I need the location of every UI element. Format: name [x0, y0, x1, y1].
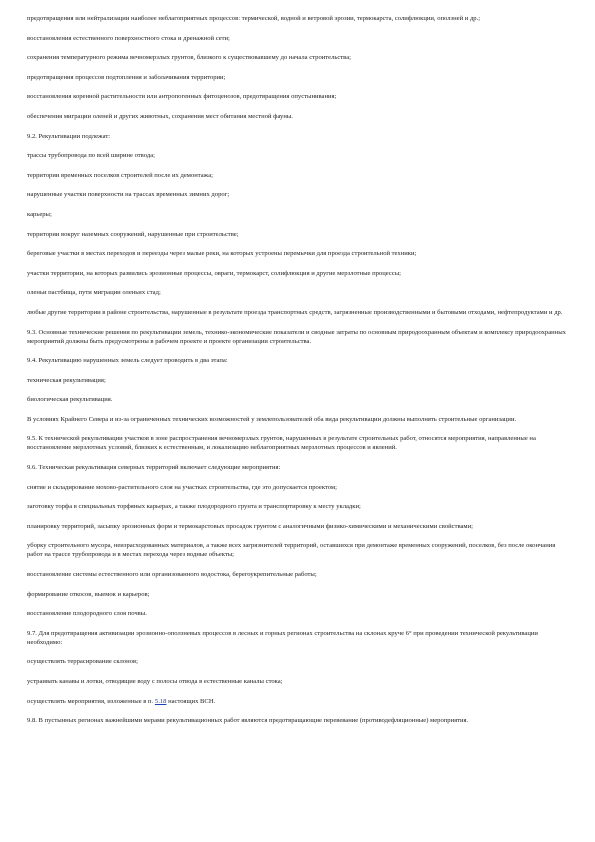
- paragraph: [27, 483, 572, 492]
- paragraph-text: береговые участки в местах переходов и переезды через малые реки, на которых устроены перемычки для проезда строительной техники;: [27, 250, 417, 258]
- paragraph: [27, 415, 572, 424]
- paragraph-text: заготовку торфа в специальных торфяных карьерах, а также плодородного грунта и транспортировку к месту укладки;: [27, 503, 361, 511]
- paragraph-text: обеспечения миграции оленей и других животных, сохранения мест обитания местной фауны.: [27, 112, 293, 120]
- paragraph-text: 9.7. Для предотвращения активизации эрозионно-оползневых процессов в лесных и горных регионах строительства на склонах круче 6° при проведении технической рекультивации необходимо:: [27, 629, 538, 646]
- paragraph: [27, 53, 572, 62]
- paragraph-text: 9.8. В пустынных регионах важнейшими мерами рекультивационных работ являются предотвращающие перевевание (противодефляционные) мероприятия.: [27, 717, 469, 725]
- paragraph: [27, 328, 572, 346]
- document-body: [27, 14, 572, 736]
- paragraph: [27, 14, 572, 23]
- paragraph: [27, 502, 572, 511]
- paragraph: [27, 308, 572, 317]
- paragraph-text: территории вокруг наземных сооружений, нарушенные при строительстве;: [27, 230, 239, 238]
- paragraph-text: предотвращения или нейтрализации наиболее неблагоприятных процессов: термической, водной и ветровой эрозии, термокарста, солифлюкции, оползней и др.;: [27, 15, 481, 22]
- paragraph: [27, 190, 572, 199]
- paragraph-text: снятие и складирование мохово-растительного слоя на участках строительства, где это допускается проектом;: [27, 483, 337, 491]
- paragraph-text: техническая рекультивация;: [27, 376, 106, 384]
- paragraph-text: восстановление системы естественного или организованного водостока, берегоукрепительные работы;: [27, 571, 317, 579]
- paragraph: [27, 132, 572, 141]
- paragraph: [27, 395, 572, 404]
- paragraph: [27, 677, 572, 686]
- paragraph: [27, 92, 572, 101]
- paragraph: [27, 376, 572, 385]
- paragraph-text: формирование откосов, выемок и карьеров;: [27, 590, 150, 598]
- paragraph-text: 9.5. К технической рекультивации участков в зоне распространения вечномерзлых грунтов, нарушенных в результате строительных работ, относятся мероприятия, направленные на восстановление мерзлотных условий, близких к естественным, и локализацию неблагоприятных мерзлотных процессов и явлений.: [27, 435, 536, 452]
- paragraph-text: осуществлять террасирование склонов;: [27, 658, 138, 666]
- paragraph: [27, 269, 572, 278]
- paragraph-text: биологическая рекультивация.: [27, 396, 113, 404]
- paragraph: [27, 73, 572, 82]
- paragraph: [27, 288, 572, 297]
- paragraph-text: 9.4. Рекультивацию нарушенных земель следует проводить в два этапа:: [27, 357, 228, 365]
- paragraph-text: 9.2. Рекультивации подлежат:: [27, 132, 111, 140]
- paragraph: [27, 151, 572, 160]
- paragraph-text: предотвращения процессов подтопления и заболачивания территории;: [27, 73, 226, 81]
- paragraph-text: осуществлять мероприятия, изложенные в п.: [27, 697, 155, 705]
- paragraph-text: восстановления коренной растительности или антропогенных фитоценозов, предотвращения опустынивания;: [27, 93, 337, 101]
- paragraph-text-after-link: настоящих ВСН.: [166, 697, 216, 705]
- paragraph: [27, 716, 572, 725]
- paragraph-text: уборку строительного мусора, неизрасходованных материалов, а также всех загрязнителей территорий, оставшихся при демонтаже временных сооружений, поселков, без после окончания работ на трассе трубопровода и в местах перехода через водные объекты;: [27, 542, 556, 559]
- paragraph-text: 9.3. Основные технические решения по рекультивации земель, технико-экономические показатели и сводные затраты по основным природоохранным объектам и комплексу природоохранных мероприятий должны быть предусмотрены в рабочем проекте и проекте организации строительства.: [27, 328, 566, 345]
- paragraph-text: В условиях Крайнего Севера и из-за ограниченных технических возможностей у землепользователей оба вида рекультивации должны выполнять строительные организации.: [27, 415, 517, 423]
- paragraph: [27, 249, 572, 258]
- paragraph: [27, 356, 572, 365]
- paragraph-text: устраивать канавы и лотки, отводящие воду с полосы отвода в естественные каналы стока;: [27, 678, 283, 685]
- paragraph-text: участки территории, на которых развились эрозионные процессы, овраги, термокарст, солифлюкция и другие мерзлотные процессы;: [27, 269, 401, 277]
- paragraph-text: планировку территорий, засыпку эрозионных форм и термокарстовых просадок грунтом с аналогичными физико-химическими и механическими свойствами;: [27, 522, 473, 530]
- paragraph: [27, 171, 572, 180]
- paragraph: [27, 230, 572, 239]
- paragraph: [27, 657, 572, 666]
- paragraph-text: сохранения температурного режима вечномерзлых грунтов, близкого к существовавшему до начала строительства;: [27, 54, 351, 62]
- paragraph-text: нарушенные участки поверхности на трассах временных зимних дорог;: [27, 191, 230, 199]
- paragraph-text: 9.6. Техническая рекультивация северных территорий включает следующие мероприятия:: [27, 464, 281, 472]
- paragraph-text: трассы трубопровода по всей ширине отвода;: [27, 152, 155, 160]
- paragraph: [27, 697, 572, 706]
- paragraph-text: карьеры;: [27, 210, 52, 218]
- paragraph: [27, 590, 572, 599]
- paragraph: [27, 34, 572, 43]
- paragraph-text: оленьи пастбища, пути миграции оленьих стад;: [27, 289, 161, 297]
- paragraph: [27, 522, 572, 531]
- paragraph: [27, 541, 572, 559]
- paragraph-text: восстановления естественного поверхностного стока и дренажной сети;: [27, 34, 230, 42]
- paragraph: [27, 210, 572, 219]
- paragraph-text: восстановление плодородного слоя почвы.: [27, 610, 147, 618]
- paragraph: [27, 609, 572, 618]
- paragraph: [27, 629, 572, 647]
- paragraph: [27, 434, 572, 452]
- paragraph-text: территории временных поселков строителей после их демонтажа;: [27, 171, 213, 179]
- section-reference-link[interactable]: 5.18: [154, 697, 167, 705]
- paragraph: [27, 463, 572, 472]
- paragraph: [27, 112, 572, 121]
- paragraph: [27, 570, 572, 579]
- paragraph-text: любые другие территории в районе строительства, нарушенные в результате проезда транспортных средств, загрязненные производственными и бытовыми отходами, нефтепродуктами и др.: [27, 308, 563, 316]
